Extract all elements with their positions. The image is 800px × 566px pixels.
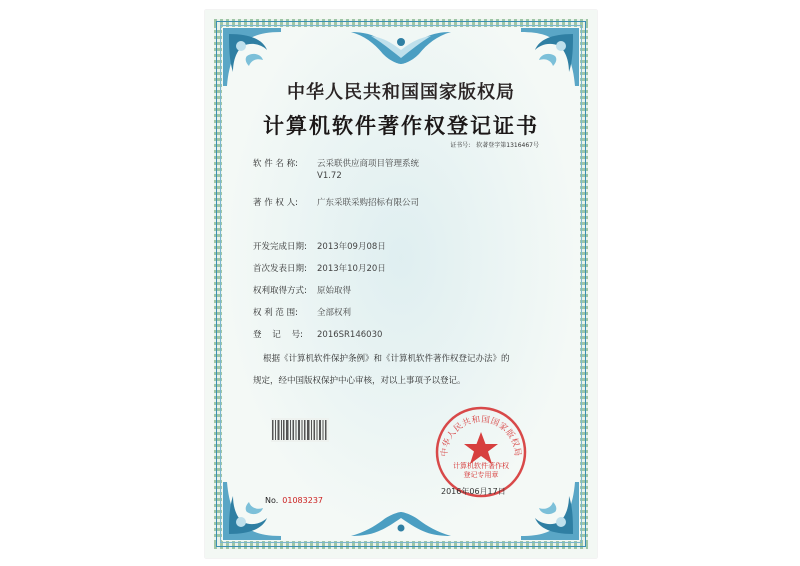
serial-value: 01083237 (282, 496, 323, 505)
field-label: 软 件 名 称: (253, 159, 298, 169)
field-scope (253, 306, 351, 318)
barcode-icon (271, 418, 329, 442)
field-value: 广东采联采购招标有限公司 (317, 198, 420, 208)
field-value: 2013年10月20日 (317, 264, 386, 274)
field-label: 权利取得方式: (253, 286, 307, 296)
certificate-number-label: 证书号: (450, 142, 471, 149)
field-pub-date (253, 262, 386, 274)
legal-paragraph (253, 348, 553, 392)
serial-number (265, 496, 323, 505)
field-owner (253, 196, 419, 208)
seal-inner-text (449, 462, 513, 480)
issuer-title: 中华人民共和国国家版权局 (287, 82, 515, 103)
field-value: 全部权利 (317, 308, 352, 318)
seal-line: 计算机软件著作权 (453, 462, 509, 470)
field-value: 云采联供应商项目管理系统 (317, 159, 420, 169)
seal-line: 登记专用章 (463, 471, 499, 479)
paragraph-line: 根据《计算机软件保护条例》和《计算机软件著作权登记办法》的 (263, 354, 510, 364)
field-registration-no (253, 328, 382, 340)
field-version: V1.72 (317, 171, 342, 181)
field-value: 原始取得 (317, 286, 352, 296)
issue-date: 2016年06月17日 (441, 487, 506, 496)
field-label: 开发完成日期: (253, 242, 307, 252)
field-dev-date (253, 240, 386, 252)
field-method (253, 284, 351, 296)
serial-label: No. (265, 496, 279, 505)
seal-ring-text: 中华人民共和国国家版权局 (439, 414, 523, 458)
certificate-title: 计算机软件著作权登记证书 (263, 113, 539, 138)
field-value: 2013年09月08日 (317, 242, 386, 252)
certificate-number-value: 软著登字第1316467号 (476, 142, 539, 149)
field-label: 著 作 权 人: (253, 198, 298, 208)
field-value: 2016SR146030 (317, 330, 383, 340)
paragraph-line: 规定，经中国版权保护中心审核，对以上事项予以登记。 (253, 376, 466, 386)
field-label: 登 记 号: (253, 330, 303, 340)
field-label: 权 利 范 围: (253, 308, 298, 318)
top-scroll-ornament-icon (341, 28, 461, 68)
bottom-scroll-ornament-icon (341, 510, 461, 540)
certificate (205, 10, 597, 558)
field-label: 首次发表日期: (253, 264, 307, 274)
certificate-number (450, 140, 539, 149)
field-software-name (253, 157, 419, 181)
corner-ornament-icon (221, 480, 283, 542)
